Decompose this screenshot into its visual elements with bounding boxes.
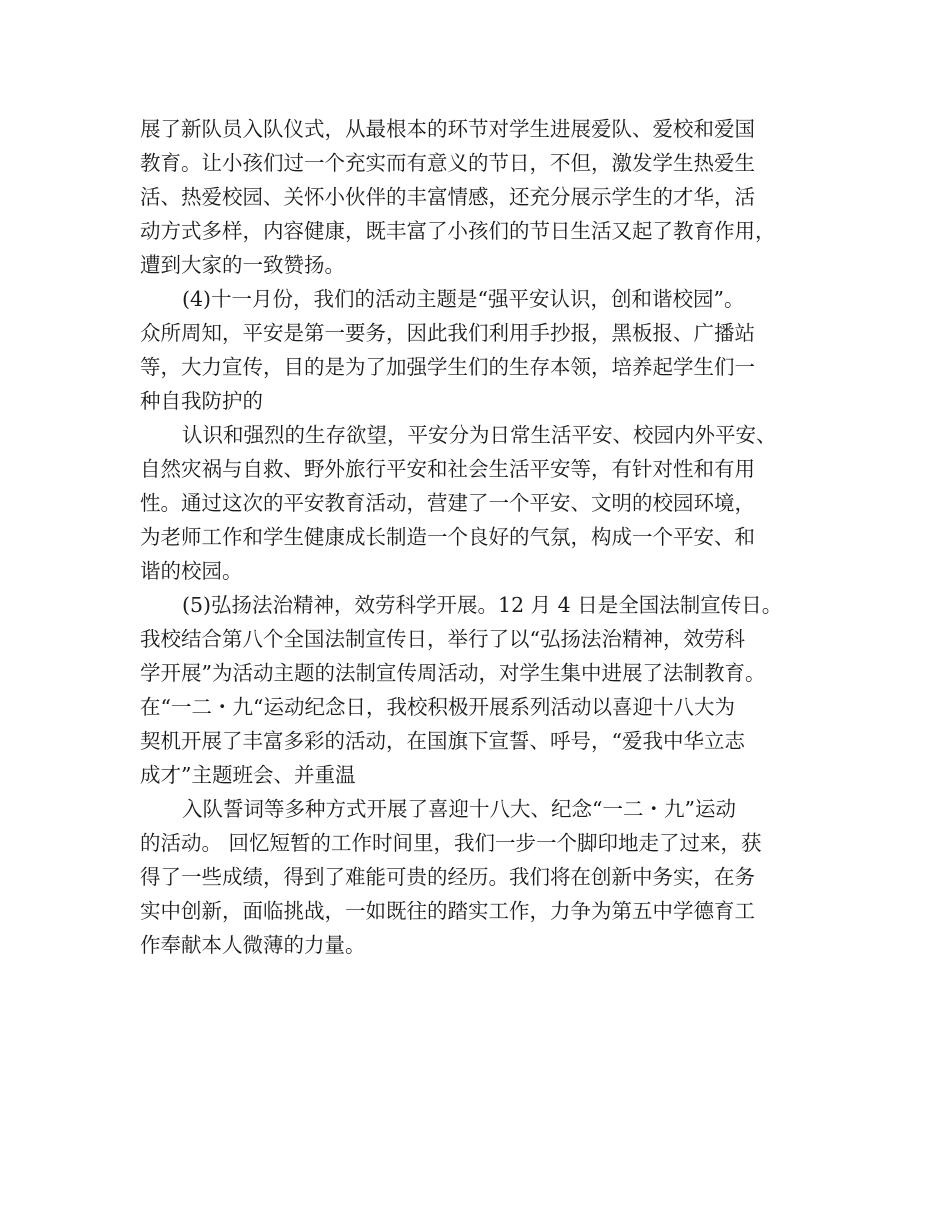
paragraph-4 [140,588,830,792]
text-line: 得了一些成绩，得到了难能可贵的经历。我们将在创新中务实，在务 [140,865,755,889]
paragraph-3 [140,418,830,588]
document-body [140,112,830,962]
text-line: 认识和强烈的生存欲望，平安分为日常生活平安、校园内外平安、 [182,423,777,447]
paragraph-5 [140,792,830,962]
text-line: 实中创新，面临挑战，一如既往的踏实工作，力争为第五中学德育工 [140,899,755,923]
text-line: 性。通过这次的平安教育活动，营建了一个平安、文明的校园环境， [140,491,755,515]
text-line: 入队誓词等多种方式开展了喜迎十八大、纪念“一二・九”运动 [182,797,736,821]
text-line: 的活动。 回忆短暂的工作时间里，我们一步一个脚印地走了过来，获 [140,831,762,855]
text-line: 我校结合第八个全国法制宣传日，举行了以“弘扬法治精神，效劳科 [140,627,745,651]
text-line: 遭到大家的一致赞扬。 [140,253,345,277]
paragraph-2 [140,282,830,418]
text-line: 众所周知，平安是第一要务，因此我们利用手抄报，黑板报、广播站 [140,321,755,345]
text-line: (5)弘扬法治精神，效劳科学开展。12 月 4 日是全国法制宣传日。 [182,593,783,617]
text-line: 动方式多样，内容健康，既丰富了小孩们的节日生活又起了教育作用， [140,219,776,243]
text-line: 成才”主题班会、并重温 [140,763,356,787]
text-line: 为老师工作和学生健康成长制造一个良好的气氛，构成一个平安、和 [140,525,755,549]
paragraph-1 [140,112,830,282]
text-line: (4)十一月份，我们的活动主题是“强平安认识，创和谐校园”。 [182,287,745,311]
text-line: 学开展”为活动主题的法制宣传周活动，对学生集中进展了法制教育。 [140,661,766,685]
text-line: 活、热爱校园、关怀小伙伴的丰富情感，还充分展示学生的才华，活 [140,185,755,209]
text-line: 种自我防护的 [140,389,263,413]
text-line: 等，大力宣传，目的是为了加强学生们的生存本领，培养起学生们一 [140,355,755,379]
text-line: 谐的校园。 [140,559,243,583]
text-line: 自然灾祸与自救、野外旅行平安和社会生活平安等，有针对性和有用 [140,457,755,481]
text-line: 在“一二・九“运动纪念日，我校积极开展系列活动以喜迎十八大为 [140,695,735,719]
text-line: 作奉献本人微薄的力量。 [140,933,366,957]
text-line: 教育。让小孩们过一个充实而有意义的节日，不但，激发学生热爱生 [140,151,755,175]
text-line: 展了新队员入队仪式，从最根本的环节对学生进展爱队、爱校和爱国 [140,117,755,141]
text-line: 契机开展了丰富多彩的活动，在国旗下宣誓、呼号，“爱我中华立志 [140,729,745,753]
